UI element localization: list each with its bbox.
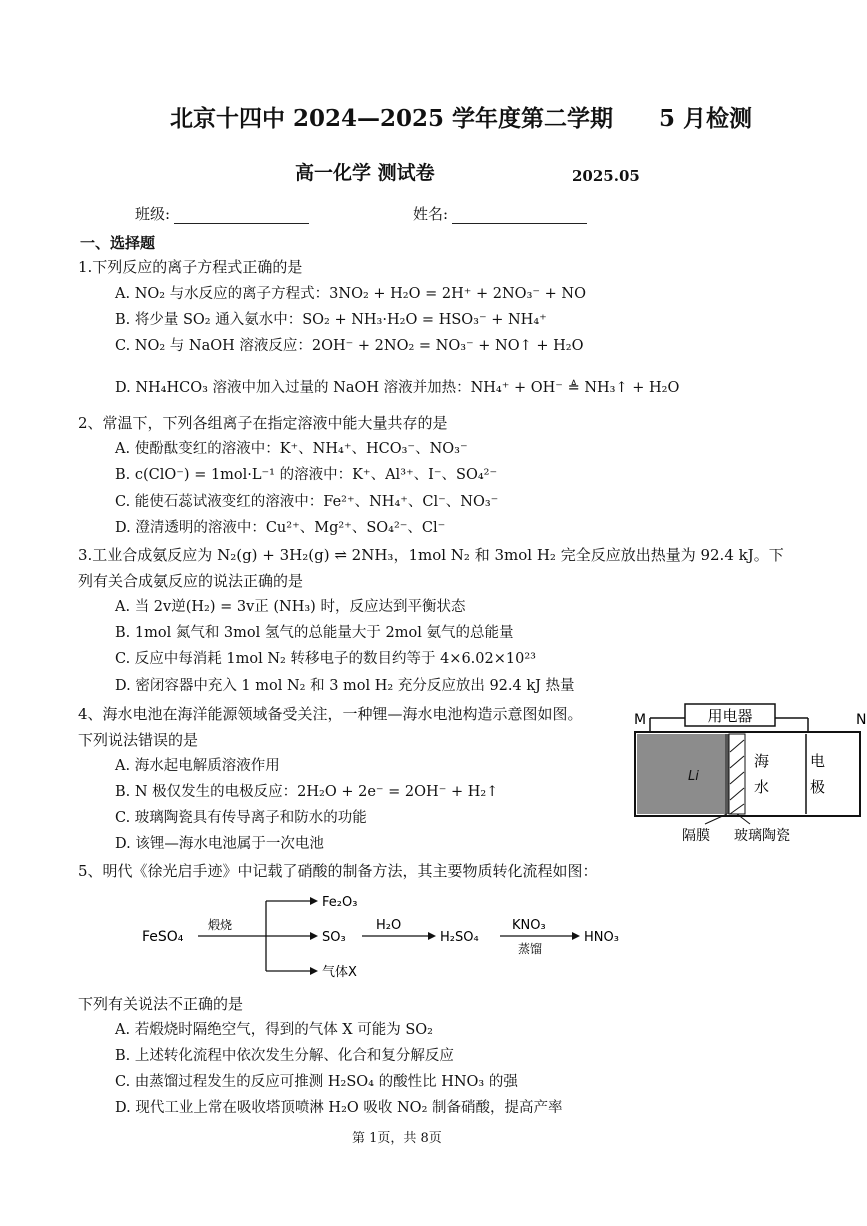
arrowhead-h2so4 xyxy=(428,932,436,940)
q1-option-a: A. NO₂ 与水反应的离子方程式：3NO₂ + H₂O = 2H⁺ + 2NO₃⁻ + NO xyxy=(115,286,586,302)
exam-subtitle: 高一化学 测试卷 xyxy=(295,162,435,184)
exam-date: 2025.05 xyxy=(572,167,640,185)
q5-option-c: C. 由蒸馏过程发生的反应可推测 H₂SO₄ 的酸性比 HNO₃ 的强 xyxy=(115,1074,518,1090)
electrode-n-label: N xyxy=(856,712,867,728)
arrowhead-hno3 xyxy=(572,932,580,940)
so3-label: SO₃ xyxy=(322,930,346,945)
q3-option-b: B. 1mol 氮气和 3mol 氢气的总能量大于 2mol 氨气的总能量 xyxy=(115,625,514,641)
q1-option-c: C. NO₂ 与 NaOH 溶液反应：2OH⁻ + 2NO₂ = NO₃⁻ + NO↑ + H₂O xyxy=(115,338,584,354)
q4-option-c: C. 玻璃陶瓷具有传导离子和防水的功能 xyxy=(115,810,367,826)
q5-stem: 5、明代《徐光启手迹》中记载了硝酸的制备方法，其主要物质转化流程如图： xyxy=(78,862,598,880)
q2-option-c: C. 能使石蕊试液变红的溶液中：Fe²⁺、NH₄⁺、Cl⁻、NO₃⁻ xyxy=(115,494,499,510)
section-title: 一、选择题 xyxy=(80,234,156,252)
exam-title: 北京十四中 2024—2025 学年度第二学期 5 月检测 xyxy=(170,105,753,132)
battery-diagram xyxy=(630,700,867,850)
kno3-label: KNO₃ xyxy=(512,918,546,933)
arrowhead-fe2o3 xyxy=(310,897,318,905)
q2-option-d: D. 澄清透明的溶液中：Cu²⁺、Mg²⁺、SO₄²⁻、Cl⁻ xyxy=(115,520,446,536)
q3-stem-line2: 列有关合成氨反应的说法正确的是 xyxy=(78,572,304,590)
q2-stem: 2、常温下，下列各组离子在指定溶液中能大量共存的是 xyxy=(78,414,448,432)
seawater-label-2: 水 xyxy=(754,778,770,796)
q5-option-b: B. 上述转化流程中依次发生分解、化合和复分解反应 xyxy=(115,1048,454,1064)
q1-option-b: B. 将少量 SO₂ 通入氨水中：SO₂ + NH₃·H₂O = HSO₃⁻ + NH₄⁺ xyxy=(115,312,547,328)
q3-option-a: A. 当 2v逆(H₂) = 3v正 (NH₃) 时，反应达到平衡状态 xyxy=(115,599,466,615)
electrode-label-2: 极 xyxy=(810,778,826,796)
arrowhead-so3 xyxy=(310,932,318,940)
calcine-label: 煅烧 xyxy=(208,918,233,932)
q4-option-a: A. 海水起电解质溶液作用 xyxy=(115,758,280,774)
q3-option-c: C. 反应中每消耗 1mol N₂ 转移电子的数目约等于 4×6.02×10²³ xyxy=(115,651,536,667)
gasx-label: 气体X xyxy=(322,965,357,980)
q5-option-a: A. 若煅烧时隔绝空气，得到的气体 X 可能为 SO₂ xyxy=(115,1022,433,1038)
fe2o3-label: Fe₂O₃ xyxy=(322,895,358,910)
q2-option-b: B. c(ClO⁻) = 1mol·L⁻¹ 的溶液中：K⁺、Al³⁺、I⁻、SO₄²⁻ xyxy=(115,467,498,483)
distill-label: 蒸馏 xyxy=(518,942,543,956)
class-label: 班级: xyxy=(135,205,171,223)
nitric-acid-flowchart xyxy=(140,885,640,985)
name-field xyxy=(413,203,587,224)
q1-option-d: D. NH₄HCO₃ 溶液中加入过量的 NaOH 溶液并加热：NH₄⁺ + OH⁻ ≜ NH₃↑ + H₂O xyxy=(115,380,680,396)
q4-stem-line1: 4、海水电池在海洋能源领域备受关注，一种锂—海水电池构造示意图如图。 xyxy=(78,705,583,723)
q3-option-d: D. 密闭容器中充入 1 mol N₂ 和 3 mol H₂ 充分反应放出 92.4 kJ 热量 xyxy=(115,678,575,694)
feso4-label: FeSO₄ xyxy=(142,929,184,945)
class-blank[interactable] xyxy=(174,209,309,224)
q2-option-a: A. 使酚酞变红的溶液中：K⁺、NH₄⁺、HCO₃⁻、NO₃⁻ xyxy=(115,441,468,457)
arrowhead-gasx xyxy=(310,967,318,975)
q1-stem: 1.下列反应的离子方程式正确的是 xyxy=(78,258,303,276)
q3-stem-line1: 3.工业合成氨反应为 N₂(g) + 3H₂(g) ⇌ 2NH₃，1mol N₂ 和 3mol H₂ 完全反应放出热量为 92.4 kJ。下 xyxy=(78,546,784,564)
h2so4-label: H₂SO₄ xyxy=(440,930,479,945)
seawater-region xyxy=(782,734,858,814)
lithium-label: Li xyxy=(688,769,699,784)
name-blank[interactable] xyxy=(452,209,587,224)
h2o-label: H₂O xyxy=(376,918,402,933)
q4-option-b: B. N 极仅发生的电极反应：2H₂O + 2e⁻ = 2OH⁻ + H₂↑ xyxy=(115,784,499,800)
device-label: 用电器 xyxy=(707,707,753,725)
q4-stem-line2: 下列说法错误的是 xyxy=(78,731,199,749)
hno3-label: HNO₃ xyxy=(584,930,619,945)
lithium-electrode xyxy=(637,734,725,814)
seawater-label-1: 海 xyxy=(754,752,770,770)
q4-option-d: D. 该锂—海水电池属于一次电池 xyxy=(115,836,324,852)
electrode-m-label: M xyxy=(634,712,647,728)
glass-label: 玻璃陶瓷 xyxy=(734,828,790,844)
membrane-label: 隔膜 xyxy=(682,828,710,844)
q5-option-d: D. 现代工业上常在吸收塔顶喷淋 H₂O 吸收 NO₂ 制备硝酸，提高产率 xyxy=(115,1100,563,1116)
q5-stem2: 下列有关说法不正确的是 xyxy=(78,995,244,1013)
electrode-label-1: 电 xyxy=(810,752,826,770)
class-field xyxy=(135,203,309,224)
page-footer: 第 1页，共 8页 xyxy=(352,1131,442,1146)
separator xyxy=(725,734,729,814)
name-label: 姓名: xyxy=(413,205,449,223)
